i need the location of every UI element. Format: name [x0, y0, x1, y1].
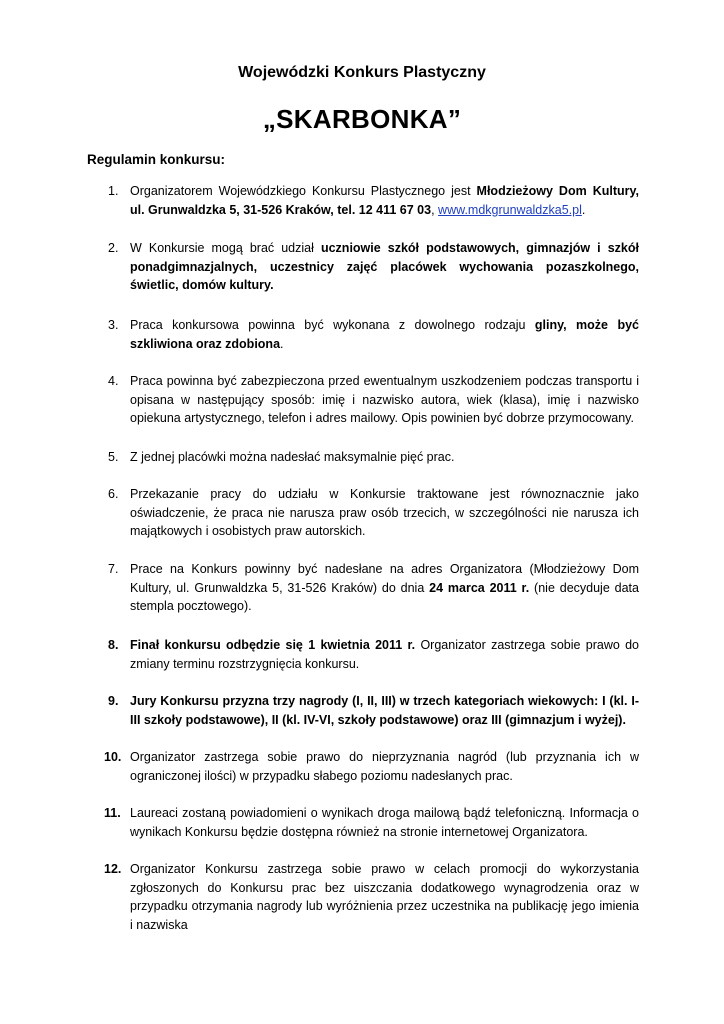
rule-text: Praca powinna być zabezpieczona przed ewentualnym uszkodzeniem podczas transportu i opisana w następujący sposób: imię i nazwisko autora, wiek (klasa), imię i nazwisko opiekuna artystycznego, telefon i adres mailowy. Opis powinien być dobrze przymocowany.: [130, 374, 639, 425]
rule-text: Organizator zastrzega sobie prawo do nieprzyznania nagród (lub przyznania ich w ograniczonej ilości) w przypadku słabego poziomu nadesłanych prac.: [130, 750, 639, 783]
rule-text: Finał konkursu odbędzie się 1 kwietnia 2011 r. Organizator zastrzega sobie prawo do zmiany terminu rozstrzygnięcia konkursu.: [130, 638, 640, 671]
rule-number: 1.: [108, 184, 119, 198]
rule-number: 3.: [108, 318, 119, 332]
rule-text: W Konkursie mogą brać udział uczniowie szkół podstawowych, gimnazjów i szkół ponadgimnazjalnych, uczestnicy zajęć placówek wychowania pozaszkolnego, świetlic, domów kultury.: [130, 241, 639, 292]
rule-text: Laureaci zostaną powiadomieni o wynikach droga mailową bądź telefoniczną. Informacja o wynikach Konkursu będzie dostępna również na stronie internetowej Organizatora.: [130, 806, 639, 839]
rule-text: Z jednej placówki można nadesłać maksymalnie pięć prac.: [130, 450, 455, 464]
rule-text: Jury Konkursu przyzna trzy nagrody (I, II, III) w trzech kategoriach wiekowych: I (kl. I-III szkoły podstawowe), II (kl. IV-VI, szkoły podstawowe) oraz III (gimnazjum i wyżej).: [130, 694, 639, 727]
rule-text: Organizator Konkursu zastrzega sobie prawo w celach promocji do wykorzystania zgłoszonych do Konkursu prac bez uiszczania dodatkowego wynagrodzenia oraz w przypadku otrzymania nagrody lub wyróżnienia przez uczestnika na publikację jego imienia i nazwiska: [130, 862, 639, 932]
rule-number: 6.: [108, 487, 119, 501]
document-subtitle: „SKARBONKA”: [262, 104, 462, 134]
rule-text: Prace na Konkurs powinny być nadesłane na adres Organizatora (Młodzieżowy Dom Kultury, ul. Grunwaldzka 5, 31-526 Kraków) do dnia 24 marca 2011 r. (nie decyduje data stempla pocztowego).: [130, 562, 639, 613]
rule-text: Przekazanie pracy do udziału w Konkursie traktowane jest równoznacznie jako oświadczenie, że praca nie narusza praw osób trzecich, w szczególności nie narusza ich majątkowych i osobistych praw autorskich.: [130, 487, 639, 538]
rule-number: 10.: [104, 750, 122, 764]
rule-number: 5.: [108, 450, 119, 464]
rule-number: 11.: [104, 806, 121, 820]
rule-number: 4.: [108, 374, 119, 388]
rule-number: 2.: [108, 241, 119, 255]
website-link[interactable]: www.mdkgrunwaldzka5.pl: [438, 202, 582, 217]
rule-number: 12.: [104, 862, 122, 876]
rule-text: Organizatorem Wojewódzkiego Konkursu Plastycznego jest Młodzieżowy Dom Kultury, ul. Grunwaldzka 5, 31-526 Kraków, tel. 12 411 67 03, www.mdkgrunwaldzka5.pl.: [130, 184, 639, 217]
rule-number: 8.: [108, 638, 119, 652]
document-title: Wojewódzki Konkurs Plastyczny: [238, 64, 486, 81]
rule-number: 9.: [108, 694, 119, 708]
rule-text: Praca konkursowa powinna być wykonana z dowolnego rodzaju gliny, może być szkliwiona oraz zdobiona.: [130, 318, 639, 351]
rules-heading: Regulamin konkursu:: [87, 152, 226, 167]
rule-number: 7.: [108, 562, 119, 576]
